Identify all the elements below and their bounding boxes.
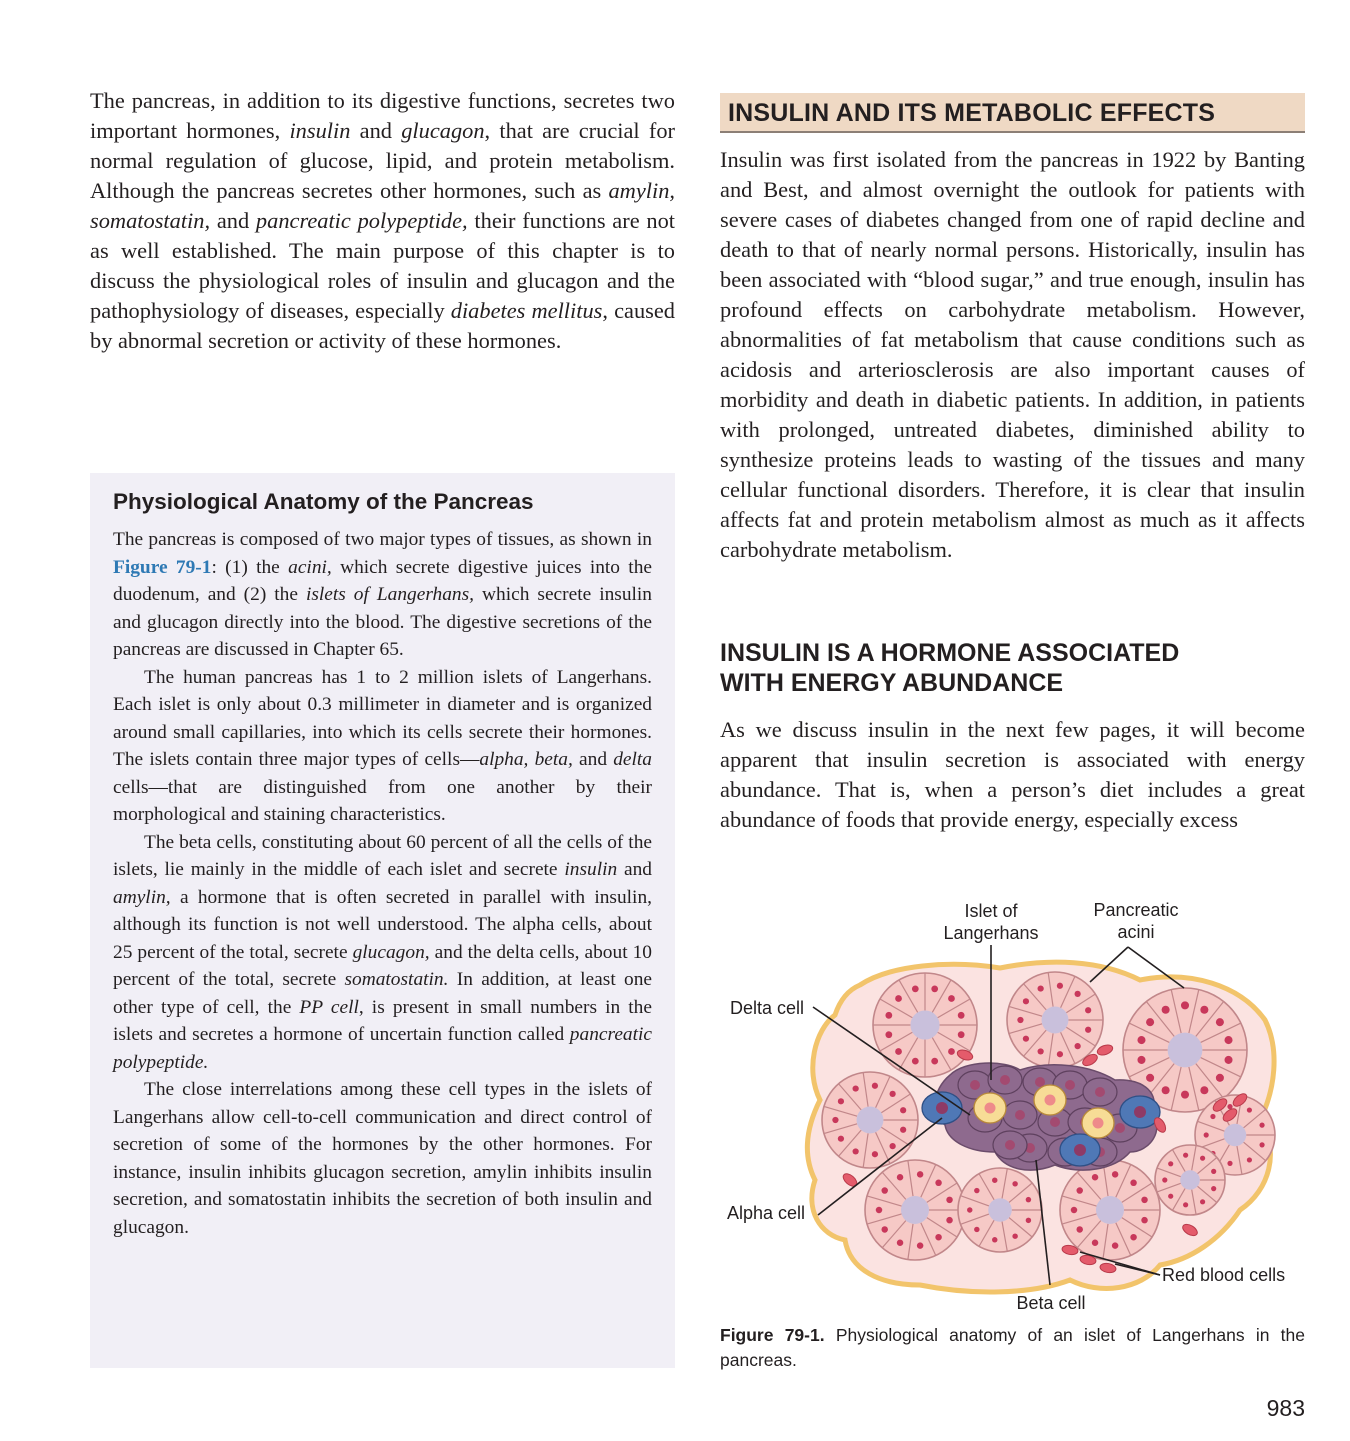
anatomy-paragraph-4: The close interrelations among these cell types in the islets of Langerhans allow cell-to-cell communication and direct control of secretion of some of the hormones by the other hormones. For instance, insulin inhibits glucagon secretion, amylin inhibits insulin secretion, and somatostatin inhibits the secretion of both insulin and glucagon. (113, 1079, 652, 1238)
intro-paragraph: The pancreas, in addition to its digestive functions, secretes two important hormones, insulin and glucagon, that are crucial for normal regulation of glucose, lipid, and protein metabolism. Although the pancreas secretes other hormones, such as amylin, somatostatin, and pancreatic polypeptide, their functions are not as well established. The main purpose of this chapter is to discuss the physiological roles of insulin and glucagon and the pathophysiology of diseases, especially diabetes mellitus, caused by abnormal secretion or activity of these hormones. (90, 88, 675, 353)
label-islet-line2: Langerhans (943, 923, 1039, 943)
label-alpha-cell: Alpha cell (727, 1203, 806, 1223)
section1-paragraph: Insulin was first isolated from the pancreas in 1922 by Banting and Best, and almost overnight the outlook for patients with severe cases of diabetes changed from one of rapid decline and death to that of nearly normal persons. Historically, insulin has been associated with “blood sugar,” and true enough, insulin has profound effects on carbohydrate metabolism. However, abnormalities of fat metabolism that cause conditions such as acidosis and arteriosclerosis are also important causes of morbidity and death in diabetic patients. In addition, in patients with prolonged, untreated diabetes, diminished ability to synthesize proteins leads to wasting of the tissues and many cellular functional disorders. Therefore, it is clear that insulin affects fat and protein metabolism almost as much as it affects carbohydrate metabolism. (720, 147, 1305, 562)
anatomy-box-heading: Physiological Anatomy of the Pancreas (113, 489, 534, 514)
label-acini-line1: Pancreatic (1093, 900, 1179, 920)
anatomy-paragraph-2: The human pancreas has 1 to 2 million islets of Langerhans. Each islet is only about 0.3 millimeter in diameter and is organized around small capillaries, into which its cells secrete their hormones. The islets contain three major types of cells—alpha, beta, and delta cells—that are distinguished from one another by their morphological and staining characteristics. (113, 666, 652, 825)
label-red-blood-cells: Red blood cells (1162, 1265, 1286, 1285)
section-heading-band (720, 93, 1305, 133)
anatomy-sidebar-box (90, 473, 675, 1368)
acinus-7 (958, 1168, 1042, 1252)
acinus-9 (1155, 1145, 1225, 1215)
section-heading-insulin-metabolic: INSULIN AND ITS METABOLIC EFFECTS (728, 99, 1216, 127)
figure-79-1-link[interactable]: Figure 79-1 (113, 556, 212, 578)
figure-caption-label: Figure 79-1. (720, 1325, 825, 1345)
label-acini-line2: acini (1117, 922, 1155, 942)
label-islet-line1: Islet of (964, 901, 1018, 921)
acinus-6 (865, 1160, 965, 1260)
islet-illustration (720, 890, 1310, 1320)
figure-79-1 (720, 890, 1310, 1320)
page-number: 983 (1266, 1395, 1305, 1421)
section2-paragraph: As we discuss insulin in the next few pages, it will become apparent that insulin secretion is associated with energy abundance. That is, when a person’s diet includes a great abundance of foods that provide energy, especially excess (720, 717, 1305, 832)
acinus-2 (1007, 972, 1103, 1068)
figure-caption: Figure 79-1. Physiological anatomy of an islet of Langerhans in the pancreas. (720, 1325, 1305, 1370)
acinus-1 (873, 973, 977, 1077)
acinus-4 (822, 1072, 918, 1168)
label-delta-cell: Delta cell (730, 998, 805, 1018)
anatomy-paragraph-1: The pancreas is composed of two major types of tissues, as shown in Figure 79-1: (1) the acini, which secrete digestive juices into the duodenum, and (2) the islets of Langerhans, which secrete insulin and glucagon directly into the blood. The digestive secretions of the pancreas are discussed in Chapter 65. (113, 529, 652, 660)
section-heading-energy-abundance: INSULIN IS A HORMONE ASSOCIATED WITH ENERGY ABUNDANCE (720, 639, 1180, 697)
intro-column (90, 86, 675, 356)
label-beta-cell: Beta cell (1016, 1293, 1086, 1313)
acinus-8 (1060, 1160, 1160, 1260)
anatomy-paragraph-3: The beta cells, constituting about 60 percent of all the cells of the islets, lie mainly in the middle of each islet and secrete insulin and amylin, a hormone that is often secreted in parallel with insulin, although its function is not well understood. The alpha cells, about 25 percent of the total, secrete glucagon, and the delta cells, about 10 percent of the total, secrete somatostatin. In addition, at least one other type of cell, the PP cell, is present in small numbers in the islets and secretes a hormone of uncertain function called pancreatic polypeptide. (113, 831, 652, 1073)
